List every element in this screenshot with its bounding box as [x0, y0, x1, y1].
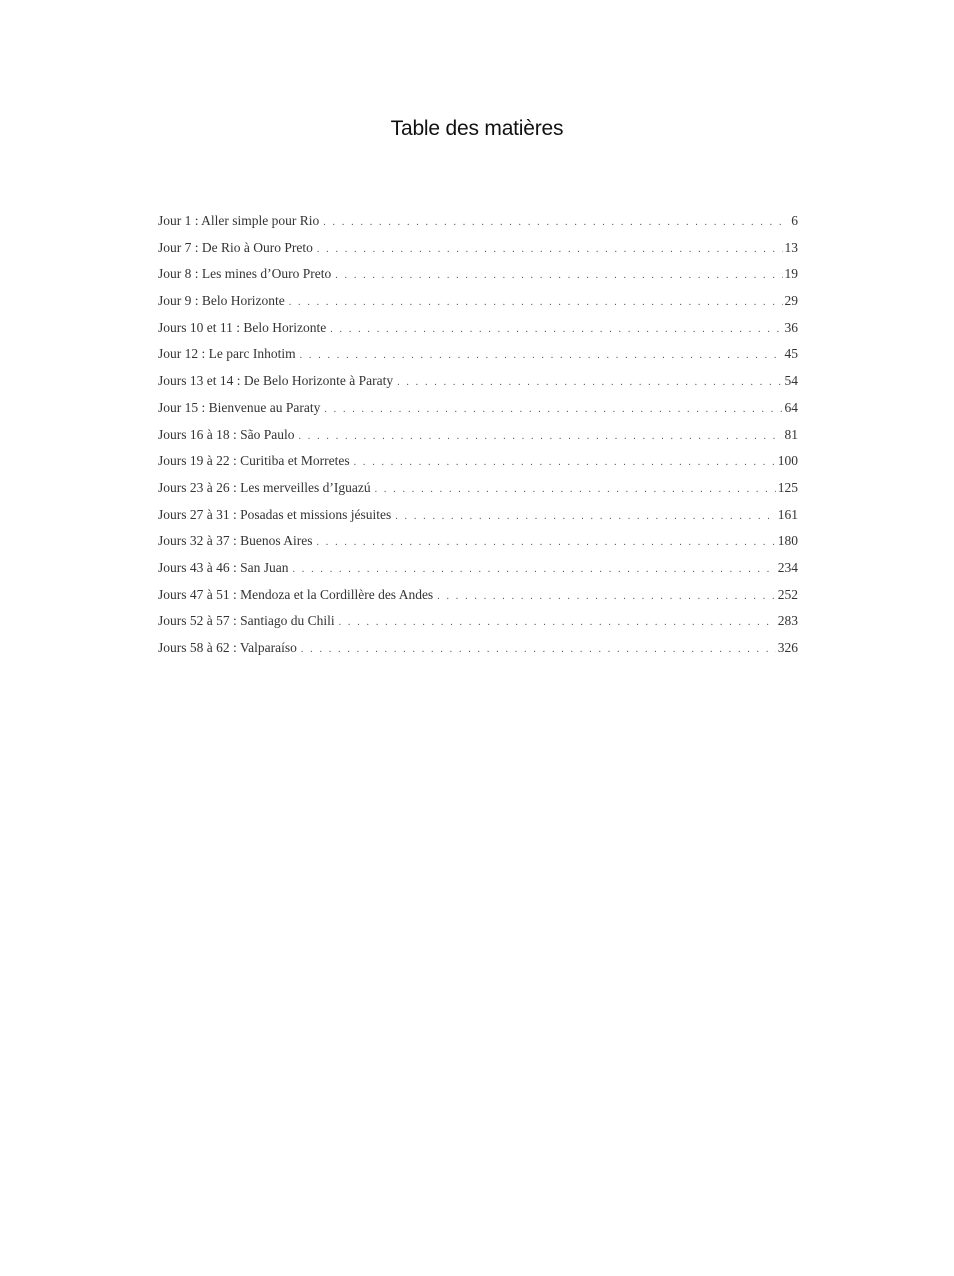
- toc-dot-leader: [437, 591, 776, 602]
- toc-page-number: 252: [777, 586, 798, 602]
- toc-entry[interactable]: [158, 507, 798, 534]
- toc-entry[interactable]: [158, 400, 798, 427]
- toc-entry-label: Jours 32 à 37 : Buenos Aires: [158, 533, 313, 549]
- toc-entry[interactable]: [158, 640, 798, 667]
- toc-entry[interactable]: [158, 453, 798, 480]
- toc-page-number: 125: [777, 479, 798, 495]
- toc-entry-label: Jour 7 : De Rio à Ouro Preto: [158, 239, 313, 255]
- toc-page-number: 234: [777, 559, 798, 575]
- toc-page-number: 13: [784, 239, 798, 255]
- toc-page-number: 100: [777, 453, 798, 469]
- toc-entry[interactable]: [158, 560, 798, 587]
- toc-page-number: 54: [784, 373, 798, 389]
- toc-page-number: 45: [784, 346, 798, 362]
- toc-entry-label: Jour 12 : Le parc Inhotim: [158, 346, 296, 362]
- toc-entry-label: Jours 58 à 62 : Valparaíso: [158, 640, 297, 655]
- toc-page-number: 29: [784, 293, 798, 309]
- toc-dot-leader: [330, 324, 782, 335]
- toc-dot-leader: [339, 617, 776, 628]
- toc-page-number: 64: [784, 399, 798, 415]
- toc-entry-label: Jours 47 à 51 : Mendoza et la Cordillère des Andes: [158, 586, 434, 602]
- toc-entry[interactable]: [158, 373, 798, 400]
- toc-page-number: 326: [777, 640, 798, 655]
- toc-entry[interactable]: [158, 587, 798, 614]
- toc-dot-leader: [317, 244, 783, 255]
- page-title: Table des matières: [390, 117, 564, 140]
- toc-page-number: 19: [784, 266, 798, 282]
- toc-entry-label: Jours 52 à 57 : Santiago du Chili: [158, 613, 335, 629]
- toc-entry[interactable]: [158, 266, 798, 293]
- toc-entry-label: Jours 23 à 26 : Les merveilles d’Iguazú: [158, 479, 371, 495]
- toc-entry[interactable]: [158, 480, 798, 507]
- toc-dot-leader: [397, 377, 782, 388]
- toc-entry-label: Jour 8 : Les mines d’Ouro Preto: [158, 266, 332, 282]
- toc-entry-label: Jour 1 : Aller simple pour Rio: [158, 213, 320, 228]
- toc-entry-label: Jours 10 et 11 : Belo Horizonte: [158, 319, 327, 335]
- toc-entry-label: Jours 16 à 18 : São Paulo: [158, 426, 295, 442]
- toc-entry[interactable]: [158, 427, 798, 454]
- toc-page-number: 36: [784, 319, 798, 335]
- toc-page-number: 180: [777, 533, 798, 549]
- toc-entry-label: Jour 9 : Belo Horizonte: [158, 293, 285, 309]
- toc-page-number: 161: [777, 506, 798, 522]
- toc-dot-leader: [317, 537, 776, 548]
- toc-dot-leader: [324, 404, 782, 415]
- toc-entry-label: Jours 13 et 14 : De Belo Horizonte à Paraty: [158, 373, 394, 389]
- toc-dot-leader: [323, 217, 789, 228]
- toc-dot-leader: [395, 511, 776, 522]
- toc-entry[interactable]: [158, 293, 798, 320]
- toc-dot-leader: [293, 564, 776, 575]
- toc-entry[interactable]: [158, 533, 798, 560]
- toc-page-number: 283: [777, 613, 798, 629]
- toc-entry-label: Jours 27 à 31 : Posadas et missions jésuites: [158, 506, 392, 522]
- toc-dot-leader: [354, 457, 776, 468]
- toc-entry-label: Jours 43 à 46 : San Juan: [158, 559, 289, 575]
- toc-entry[interactable]: [158, 240, 798, 267]
- toc-entry[interactable]: [158, 320, 798, 347]
- toc-dot-leader: [301, 644, 776, 655]
- toc-dot-leader: [335, 270, 782, 281]
- toc-entry-label: Jours 19 à 22 : Curitiba et Morretes: [158, 453, 350, 469]
- toc-entry[interactable]: [158, 213, 798, 240]
- toc-entry[interactable]: [158, 346, 798, 373]
- toc-entry[interactable]: [158, 613, 798, 640]
- toc-page-number: 81: [784, 426, 798, 442]
- toc-dot-leader: [299, 431, 783, 442]
- toc-entry-label: Jour 15 : Bienvenue au Paraty: [158, 399, 321, 415]
- toc-dot-leader: [289, 297, 783, 308]
- toc-page-number: 6: [791, 213, 798, 228]
- table-of-contents: [158, 213, 798, 667]
- toc-dot-leader: [300, 350, 783, 361]
- toc-dot-leader: [375, 484, 776, 495]
